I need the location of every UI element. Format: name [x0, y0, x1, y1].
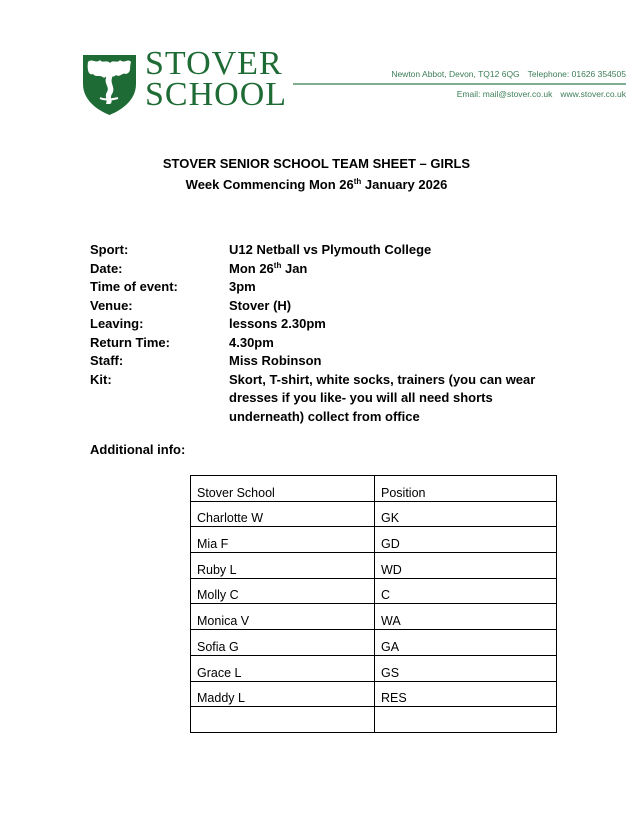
- week-ordinal: th: [353, 177, 362, 186]
- table-row: [191, 604, 557, 630]
- table-row: [191, 681, 557, 707]
- detail-label: Leaving:: [90, 316, 144, 331]
- detail-value: Skort, T-shirt, white socks, trainers (you can wear dresses if you like- you will all need shorts underneath) collect from office: [229, 371, 536, 424]
- date-ordinal: th: [273, 260, 282, 270]
- detail-value: Miss Robinson: [229, 353, 322, 368]
- detail-label: Staff:: [90, 353, 124, 368]
- detail-sport: [90, 241, 549, 260]
- player-name: Maddy L: [191, 681, 375, 707]
- detail-label: Return Time:: [90, 334, 170, 350]
- school-wordmark: [145, 45, 288, 113]
- detail-label: Time of event:: [90, 279, 178, 294]
- date-suffix: Jan: [281, 260, 308, 276]
- school-email: Email: mail@stover.co.uk: [456, 89, 553, 99]
- detail-value: lessons 2.30pm: [229, 316, 326, 331]
- header-school: Stover School: [191, 476, 375, 502]
- school-website: www.stover.co.uk: [560, 89, 626, 99]
- school-address: Newton Abbot, Devon, TQ12 6QG: [391, 69, 520, 79]
- school-name-line1: STOVER: [145, 45, 283, 82]
- table-row: [191, 501, 557, 527]
- table-row: [191, 553, 557, 579]
- table-header-row: [191, 476, 557, 502]
- week-commencing: [0, 177, 633, 192]
- player-position: WD: [375, 553, 557, 579]
- detail-date: [90, 260, 549, 279]
- player-position: [375, 707, 557, 733]
- detail-label: Venue:: [90, 297, 133, 313]
- week-prefix: Week Commencing Mon 26: [185, 177, 354, 192]
- detail-value: [229, 260, 549, 279]
- detail-label: Date:: [90, 260, 123, 276]
- detail-value: U12 Netball vs Plymouth College: [229, 242, 432, 257]
- fixture-details: [90, 241, 549, 426]
- school-name-line2: SCHOOL: [145, 76, 288, 113]
- player-position: GD: [375, 527, 557, 553]
- player-name: Charlotte W: [191, 501, 375, 527]
- week-suffix: January 2026: [361, 177, 448, 192]
- address-line: [391, 69, 626, 79]
- table-row-empty: [191, 707, 557, 733]
- date-prefix: Mon 26: [229, 260, 274, 276]
- detail-label: Sport:: [90, 242, 129, 257]
- detail-value: 4.30pm: [229, 334, 274, 350]
- team-table: [190, 475, 557, 733]
- table-row: [191, 527, 557, 553]
- contact-line: [457, 89, 626, 99]
- detail-kit: [90, 371, 549, 427]
- detail-value: Stover (H): [229, 297, 292, 313]
- player-name: Molly C: [191, 578, 375, 604]
- player-position: C: [375, 578, 557, 604]
- player-position: GK: [375, 501, 557, 527]
- player-name: Sofia G: [191, 630, 375, 656]
- document-title: STOVER SENIOR SCHOOL TEAM SHEET – GIRLS: [162, 156, 471, 171]
- header-position: Position: [375, 476, 557, 502]
- player-name: Mia F: [191, 527, 375, 553]
- player-name: Ruby L: [191, 553, 375, 579]
- additional-info-label: Additional info:: [90, 442, 186, 457]
- player-position: GS: [375, 655, 557, 681]
- school-telephone: Telephone: 01626 354505: [527, 69, 626, 79]
- player-position: GA: [375, 630, 557, 656]
- table-row: [191, 655, 557, 681]
- detail-label: Kit:: [90, 371, 112, 387]
- table-row: [191, 578, 557, 604]
- detail-venue: [90, 297, 549, 316]
- detail-time: [90, 278, 549, 297]
- player-name: Grace L: [191, 655, 375, 681]
- player-position: RES: [375, 681, 557, 707]
- detail-value: 3pm: [229, 279, 256, 294]
- detail-leaving: [90, 315, 549, 334]
- table-row: [191, 630, 557, 656]
- detail-return-time: [90, 334, 549, 353]
- player-name: Monica V: [191, 604, 375, 630]
- letterhead-divider: [293, 83, 626, 85]
- school-crest-shield-icon: [82, 54, 137, 116]
- player-position: WA: [375, 604, 557, 630]
- player-name: [191, 707, 375, 733]
- detail-staff: [90, 352, 549, 371]
